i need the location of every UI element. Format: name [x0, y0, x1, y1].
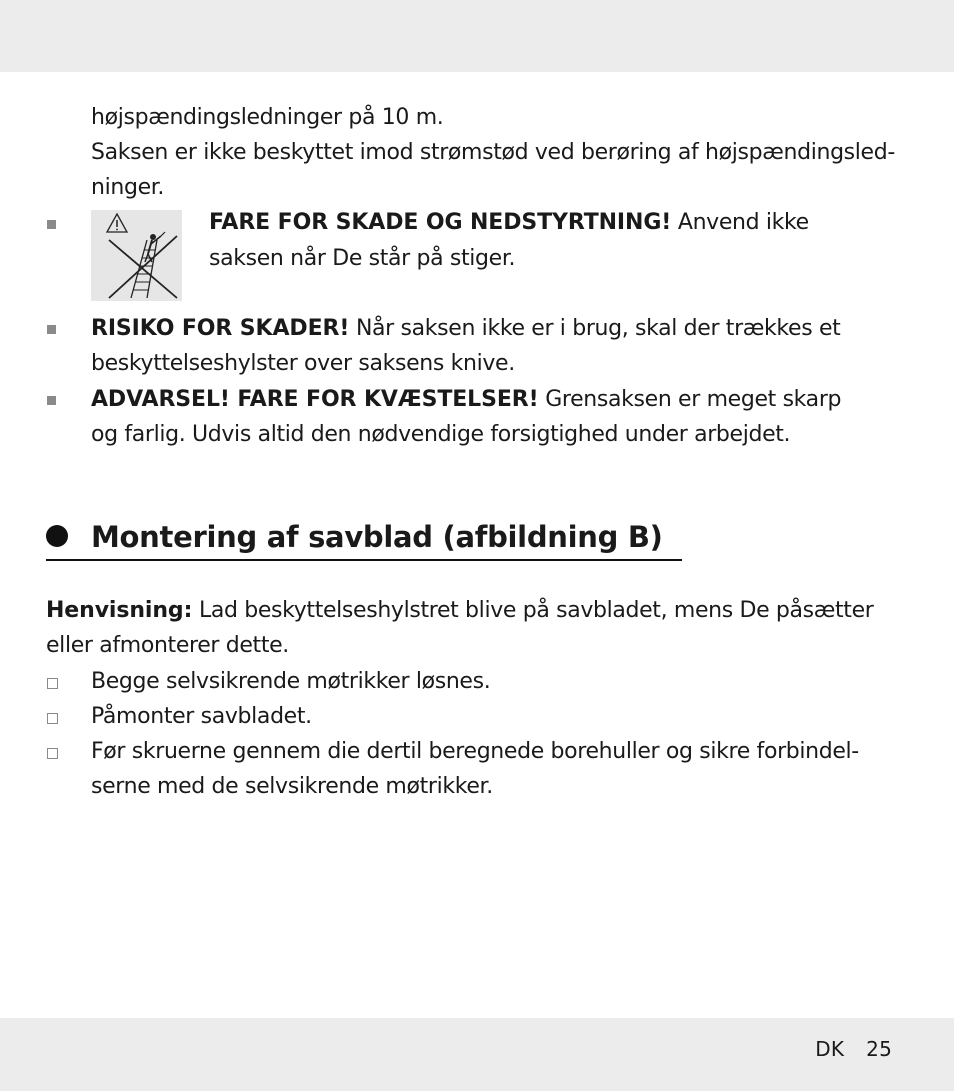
- continued-line-3: ninger.: [91, 175, 165, 200]
- step-3-line-2: serne med de selvsikrende møtrikker.: [91, 774, 493, 799]
- note-label: Henvisning:: [46, 598, 193, 623]
- square-bullet: [47, 396, 56, 405]
- ladder-fall-warning-icon: [91, 210, 182, 301]
- footer-language: DK: [815, 1037, 845, 1061]
- warning-injury-title: RISIKO FOR SKADER!: [91, 316, 350, 341]
- section-heading: Montering af savblad (afbildning B): [91, 520, 663, 554]
- section-bullet-dot: [46, 525, 68, 547]
- warning-cut-line-2: og farlig. Udvis altid den nødvendige forsigtighed under arbejdet.: [91, 422, 791, 447]
- continued-line-2: Saksen er ikke beskyttet imod strømstød ved berøring af højspændingsled-: [91, 140, 895, 165]
- note-line-2: eller afmonterer dette.: [46, 633, 289, 658]
- square-bullet: [47, 325, 56, 334]
- step-2: Påmonter savbladet.: [91, 704, 312, 729]
- step-checkbox: [47, 678, 58, 689]
- square-bullet: [47, 220, 56, 229]
- warning-injury-line-2: beskyttelseshylster over saksens knive.: [91, 351, 515, 376]
- warning-cut-text: Grensaksen er meget skarp: [538, 387, 842, 412]
- step-1: Begge selvsikrende møtrikker løsnes.: [91, 669, 491, 694]
- warning-fall-line-2: saksen når De står på stiger.: [209, 246, 516, 271]
- continued-line-1: højspændingsledninger på 10 m.: [91, 105, 444, 130]
- section-underline: [46, 559, 682, 561]
- warning-cut-line-1: [91, 382, 841, 417]
- warning-fall-text: Anvend ikke: [671, 210, 809, 235]
- warning-injury-line-1: [91, 311, 840, 346]
- warning-fall-line-1: [209, 205, 809, 240]
- warning-cut-title: ADVARSEL! FARE FOR KVÆSTELSER!: [91, 387, 539, 412]
- note-line-1: [46, 593, 873, 628]
- bottom-band: [0, 1018, 954, 1091]
- note-text: Lad beskyttelseshylstret blive på savbladet, mens De påsætter: [192, 598, 874, 623]
- top-band: [0, 0, 954, 72]
- warning-injury-text: Når saksen ikke er i brug, skal der trækkes et: [349, 316, 841, 341]
- page-footer: [815, 1037, 892, 1061]
- step-checkbox: [47, 748, 58, 759]
- warning-fall-title: FARE FOR SKADE OG NEDSTYRTNING!: [209, 210, 672, 235]
- page-number: 25: [866, 1037, 892, 1061]
- step-checkbox: [47, 713, 58, 724]
- step-3-line-1: Før skruerne gennem die dertil beregnede borehuller og sikre forbindel-: [91, 739, 859, 764]
